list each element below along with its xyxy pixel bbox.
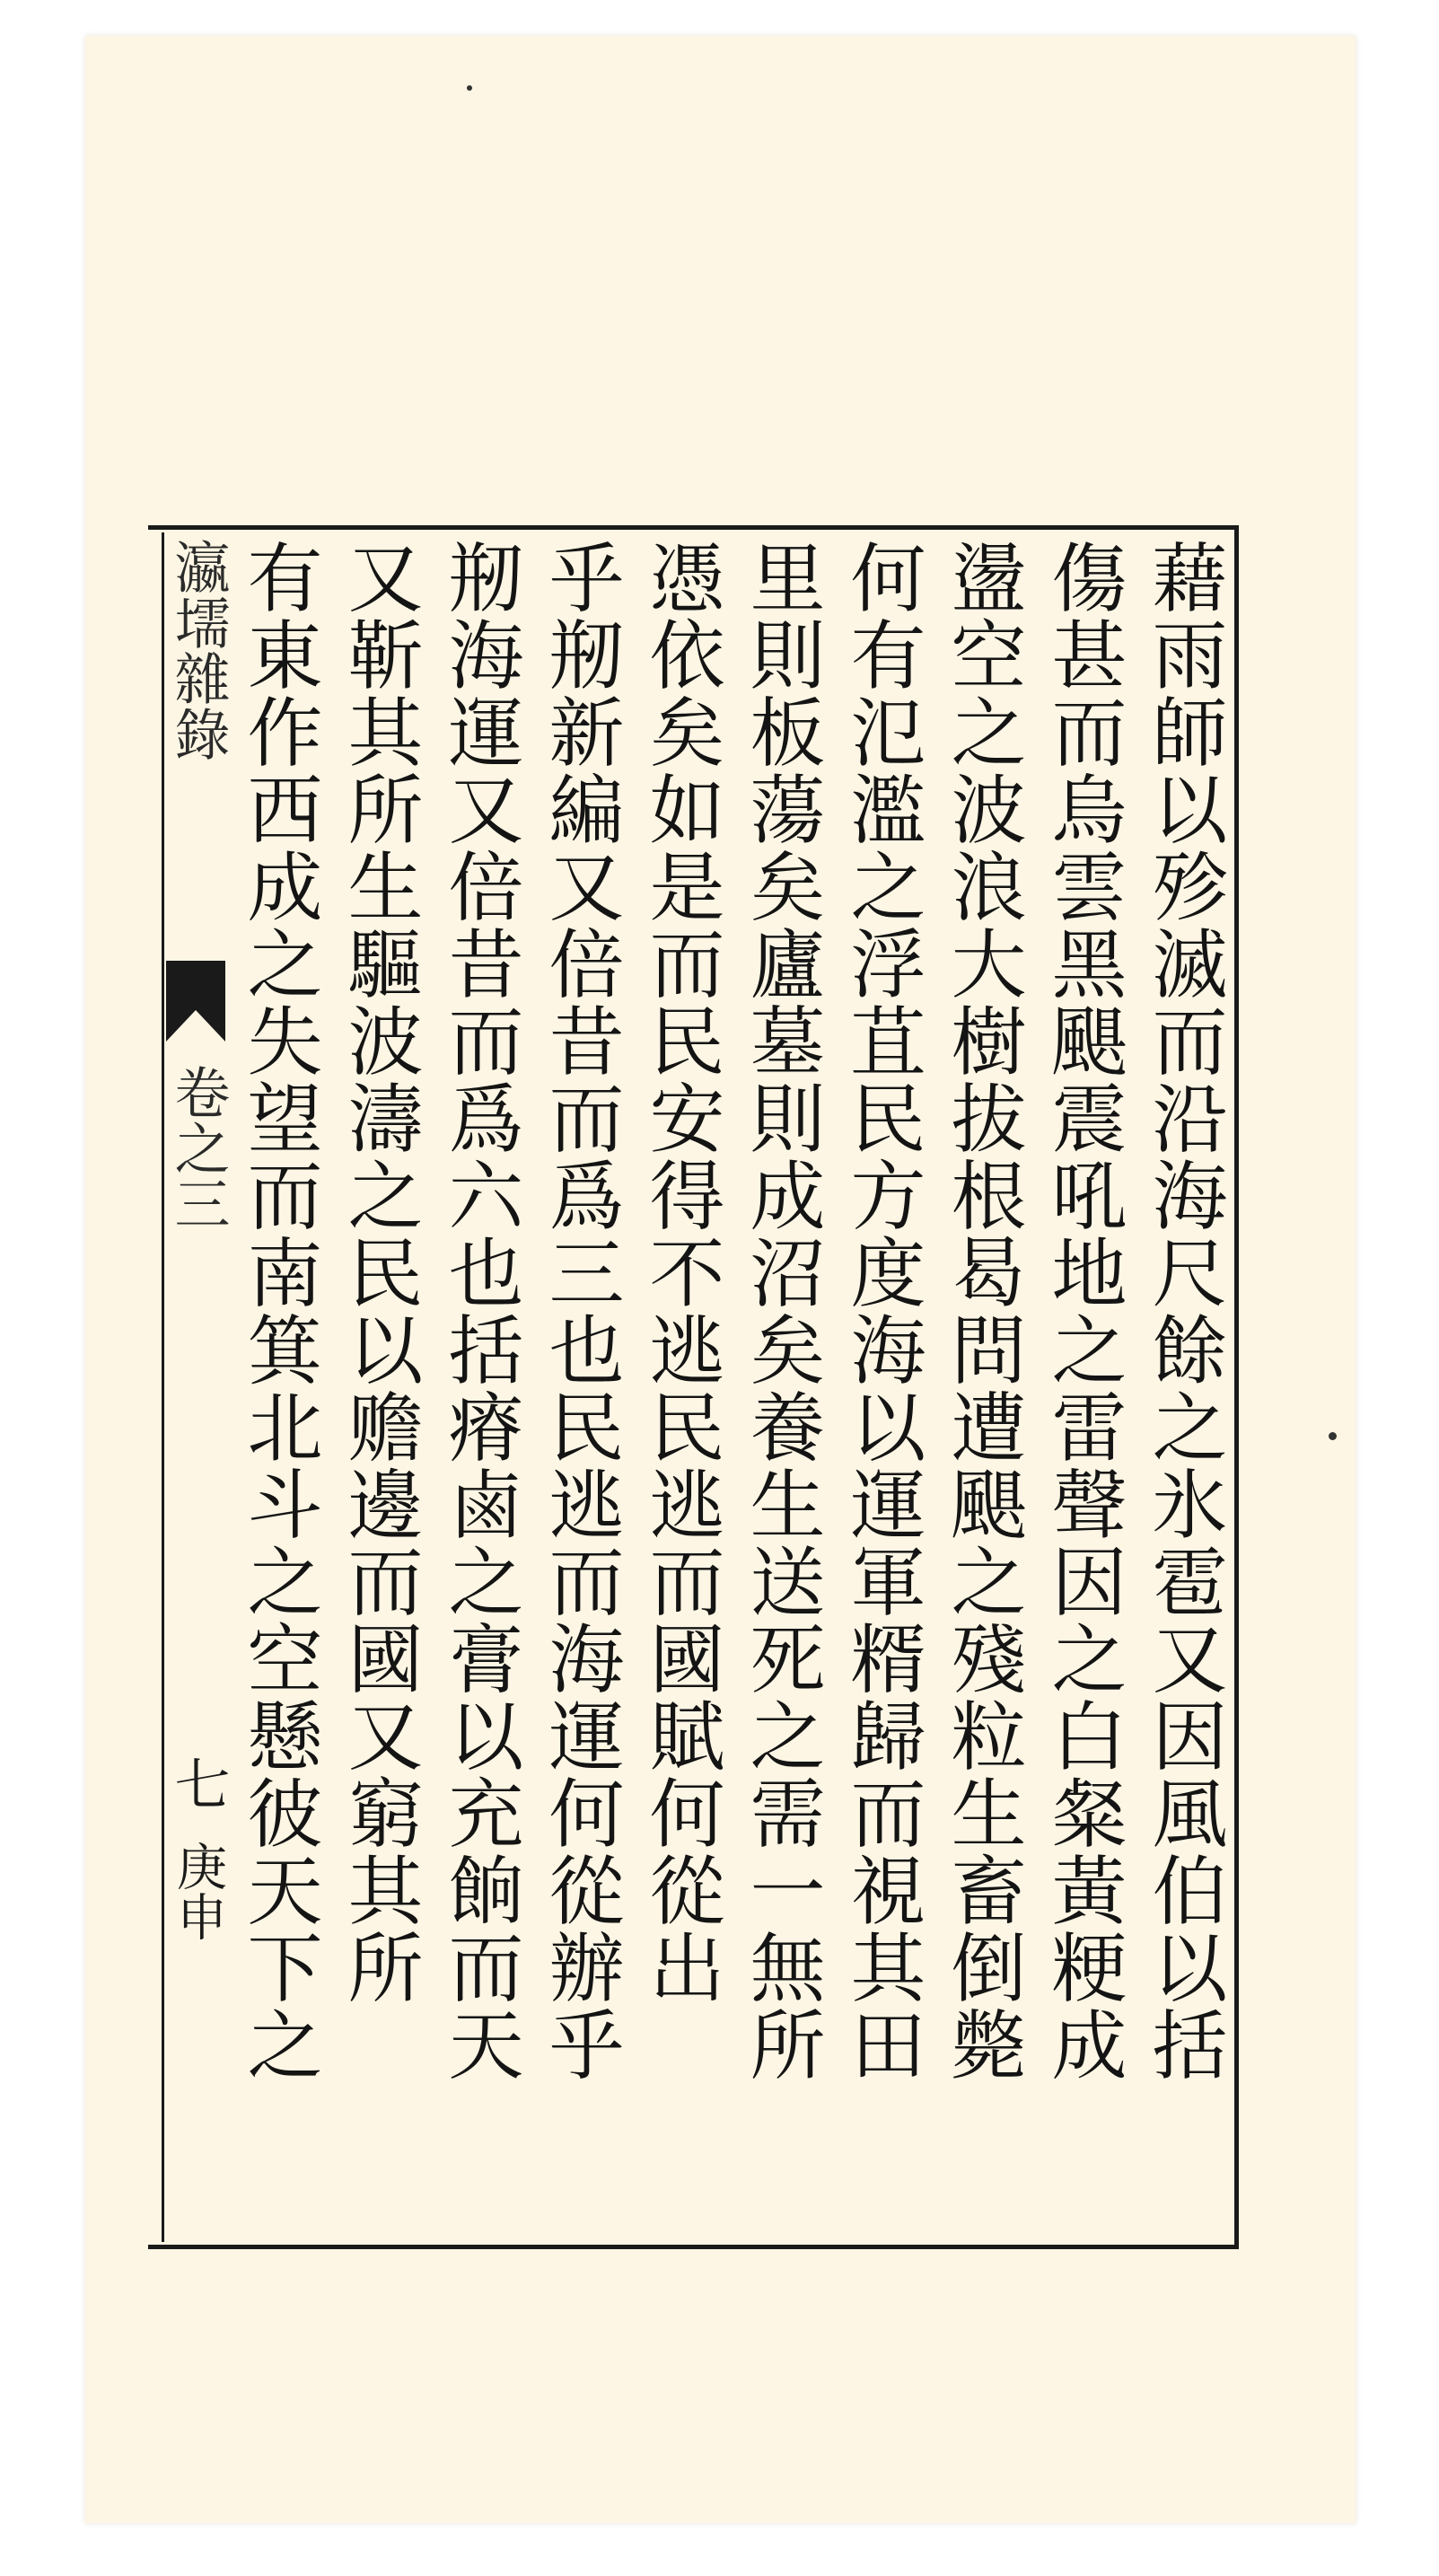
book-title: 瀛壖雜錄 [165, 539, 231, 761]
text-column: 有東作西成之失望而南箕北斗之空懸彼天下之 [235, 539, 323, 2083]
text-column: 憑依矣如是而民安得不逃民逃而國賦何從出 [637, 539, 725, 2006]
text-column: 又靳其所生驅波濤之民以赡邊而國又窮其所 [336, 539, 424, 2006]
block-heart-margin [166, 539, 238, 2236]
text-column: 傷甚而烏雲黑颶震吼地之雷聲因之白粲黃粳成 [1040, 539, 1128, 2083]
year-label: 庚申 [169, 1841, 227, 1941]
text-column: 盪空之波浪大樹拔根曷問遭颶之殘粒生畜倒斃 [939, 539, 1027, 2083]
text-column: 藉雨師以殄滅而沿海尺餘之氷雹又因風伯以括 [1140, 539, 1228, 2083]
text-column: 剏海運又倍昔而爲六也括瘠鹵之膏以充餉而天 [436, 539, 524, 2083]
page-number: 七 [165, 1755, 231, 1811]
margin-rule [162, 532, 164, 2242]
text-column: 里則板蕩矣廬墓則成沼矣養生送死之需一無所 [738, 539, 826, 2083]
text-column: 何有氾濫之浮苴民方度海以運軍糈歸而視其田 [838, 539, 926, 2083]
text-body [229, 539, 1234, 2236]
book-page [85, 36, 1356, 2523]
volume-label: 卷之三 [165, 1064, 231, 1231]
paper-speck [1329, 1432, 1337, 1440]
fish-tail-ornament [166, 961, 225, 1042]
paper-speck [467, 85, 472, 91]
text-column: 乎剏新編又倍昔而爲三也民逃而海運何從辦乎 [537, 539, 625, 2083]
